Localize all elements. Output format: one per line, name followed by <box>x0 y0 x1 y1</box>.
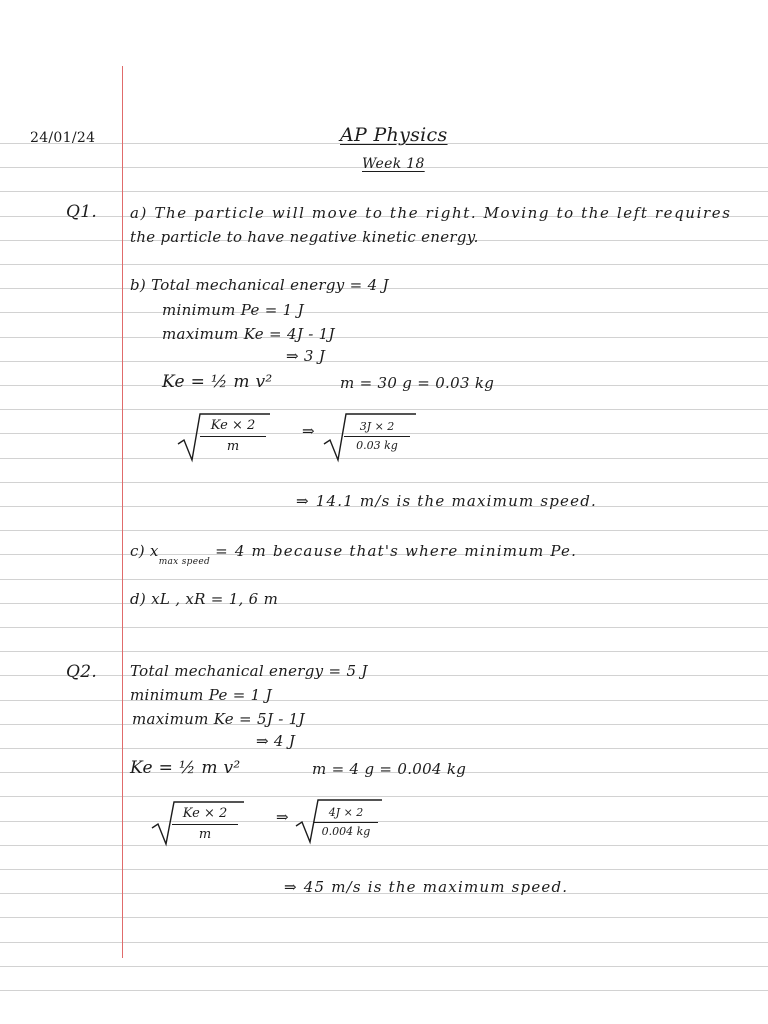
q1c-line <box>130 542 578 567</box>
ruled-line <box>0 482 768 483</box>
ruled-line <box>0 312 768 313</box>
q1b-total-energy: b) Total mechanical energy = 4 J <box>130 276 389 294</box>
q2-result: ⇒ 4 J <box>256 732 296 750</box>
q2-sqrt-symbolic-den: m <box>198 827 212 842</box>
ruled-line <box>0 579 768 580</box>
q2-label: Q2. <box>66 662 98 682</box>
q1-sqrt-symbolic-den: m <box>226 439 240 454</box>
q1-ke-formula: Ke = ½ m v² <box>162 372 273 392</box>
q1b-max-ke: maximum Ke = 4J - 1J <box>162 325 335 343</box>
q1-arrow: ⇒ <box>302 422 315 440</box>
margin-line <box>122 66 123 958</box>
q2-sqrt-symbolic-num: Ke × 2 <box>182 806 228 821</box>
q1a-line1: a) The particle will move to the right. Moving to the left requires <box>130 204 732 222</box>
q2-sqrt-symbolic-frac <box>172 806 238 842</box>
ruled-line <box>0 627 768 628</box>
ruled-line <box>0 724 768 725</box>
ruled-line <box>0 917 768 918</box>
q2-max-speed: ⇒ 45 m/s is the maximum speed. <box>284 878 569 896</box>
q1-sqrt-symbolic-num: Ke × 2 <box>210 418 256 433</box>
q2-sqrt-values-frac <box>314 806 378 838</box>
ruled-line <box>0 337 768 338</box>
ruled-line <box>0 845 768 846</box>
page-title: AP Physics <box>340 124 448 146</box>
ruled-line <box>0 191 768 192</box>
q1-max-speed: ⇒ 14.1 m/s is the maximum speed. <box>296 492 597 510</box>
q1b-min-pe: minimum Pe = 1 J <box>162 301 304 319</box>
q2-min-pe: minimum Pe = 1 J <box>130 686 272 704</box>
q1a-line2: the particle to have negative kinetic energy. <box>130 228 479 246</box>
q2-total-energy: Total mechanical energy = 5 J <box>130 662 368 680</box>
ruled-line <box>0 361 768 362</box>
q1c-rest: = 4 m because that's where minimum Pe. <box>215 542 578 560</box>
ruled-line <box>0 966 768 967</box>
q1b-result: ⇒ 3 J <box>286 347 326 365</box>
ruled-line <box>0 264 768 265</box>
ruled-line <box>0 796 768 797</box>
ruled-line <box>0 700 768 701</box>
q2-mass: m = 4 g = 0.004 kg <box>312 760 467 778</box>
q1d-line: d) xL , xR = 1, 6 m <box>130 590 279 608</box>
ruled-line <box>0 748 768 749</box>
ruled-line <box>0 821 768 822</box>
ruled-line <box>0 942 768 943</box>
ruled-line <box>0 651 768 652</box>
q1-sqrt-values-den: 0.03 kg <box>356 439 398 452</box>
q1-sqrt-values-frac <box>344 420 410 452</box>
q1c-subscript: max speed <box>158 557 211 567</box>
q1-mass: m = 30 g = 0.03 kg <box>340 374 495 392</box>
q2-sqrt-values-num: 4J × 2 <box>328 806 364 819</box>
page-subtitle: Week 18 <box>362 156 425 172</box>
q2-ke-formula: Ke = ½ m v² <box>130 758 241 778</box>
q1-sqrt-symbolic-frac <box>200 418 266 454</box>
q2-max-ke: maximum Ke = 5J - 1J <box>132 710 305 728</box>
q2-arrow: ⇒ <box>276 808 289 826</box>
q1-label: Q1. <box>66 202 98 222</box>
ruled-line <box>0 990 768 991</box>
ruled-line <box>0 530 768 531</box>
ruled-line <box>0 603 768 604</box>
q1-sqrt-values-num: 3J × 2 <box>359 420 395 433</box>
q1c-prefix: c) x <box>130 542 159 560</box>
date: 24/01/24 <box>30 130 96 146</box>
q2-sqrt-values-den: 0.004 kg <box>321 825 371 838</box>
ruled-line <box>0 675 768 676</box>
ruled-line <box>0 869 768 870</box>
